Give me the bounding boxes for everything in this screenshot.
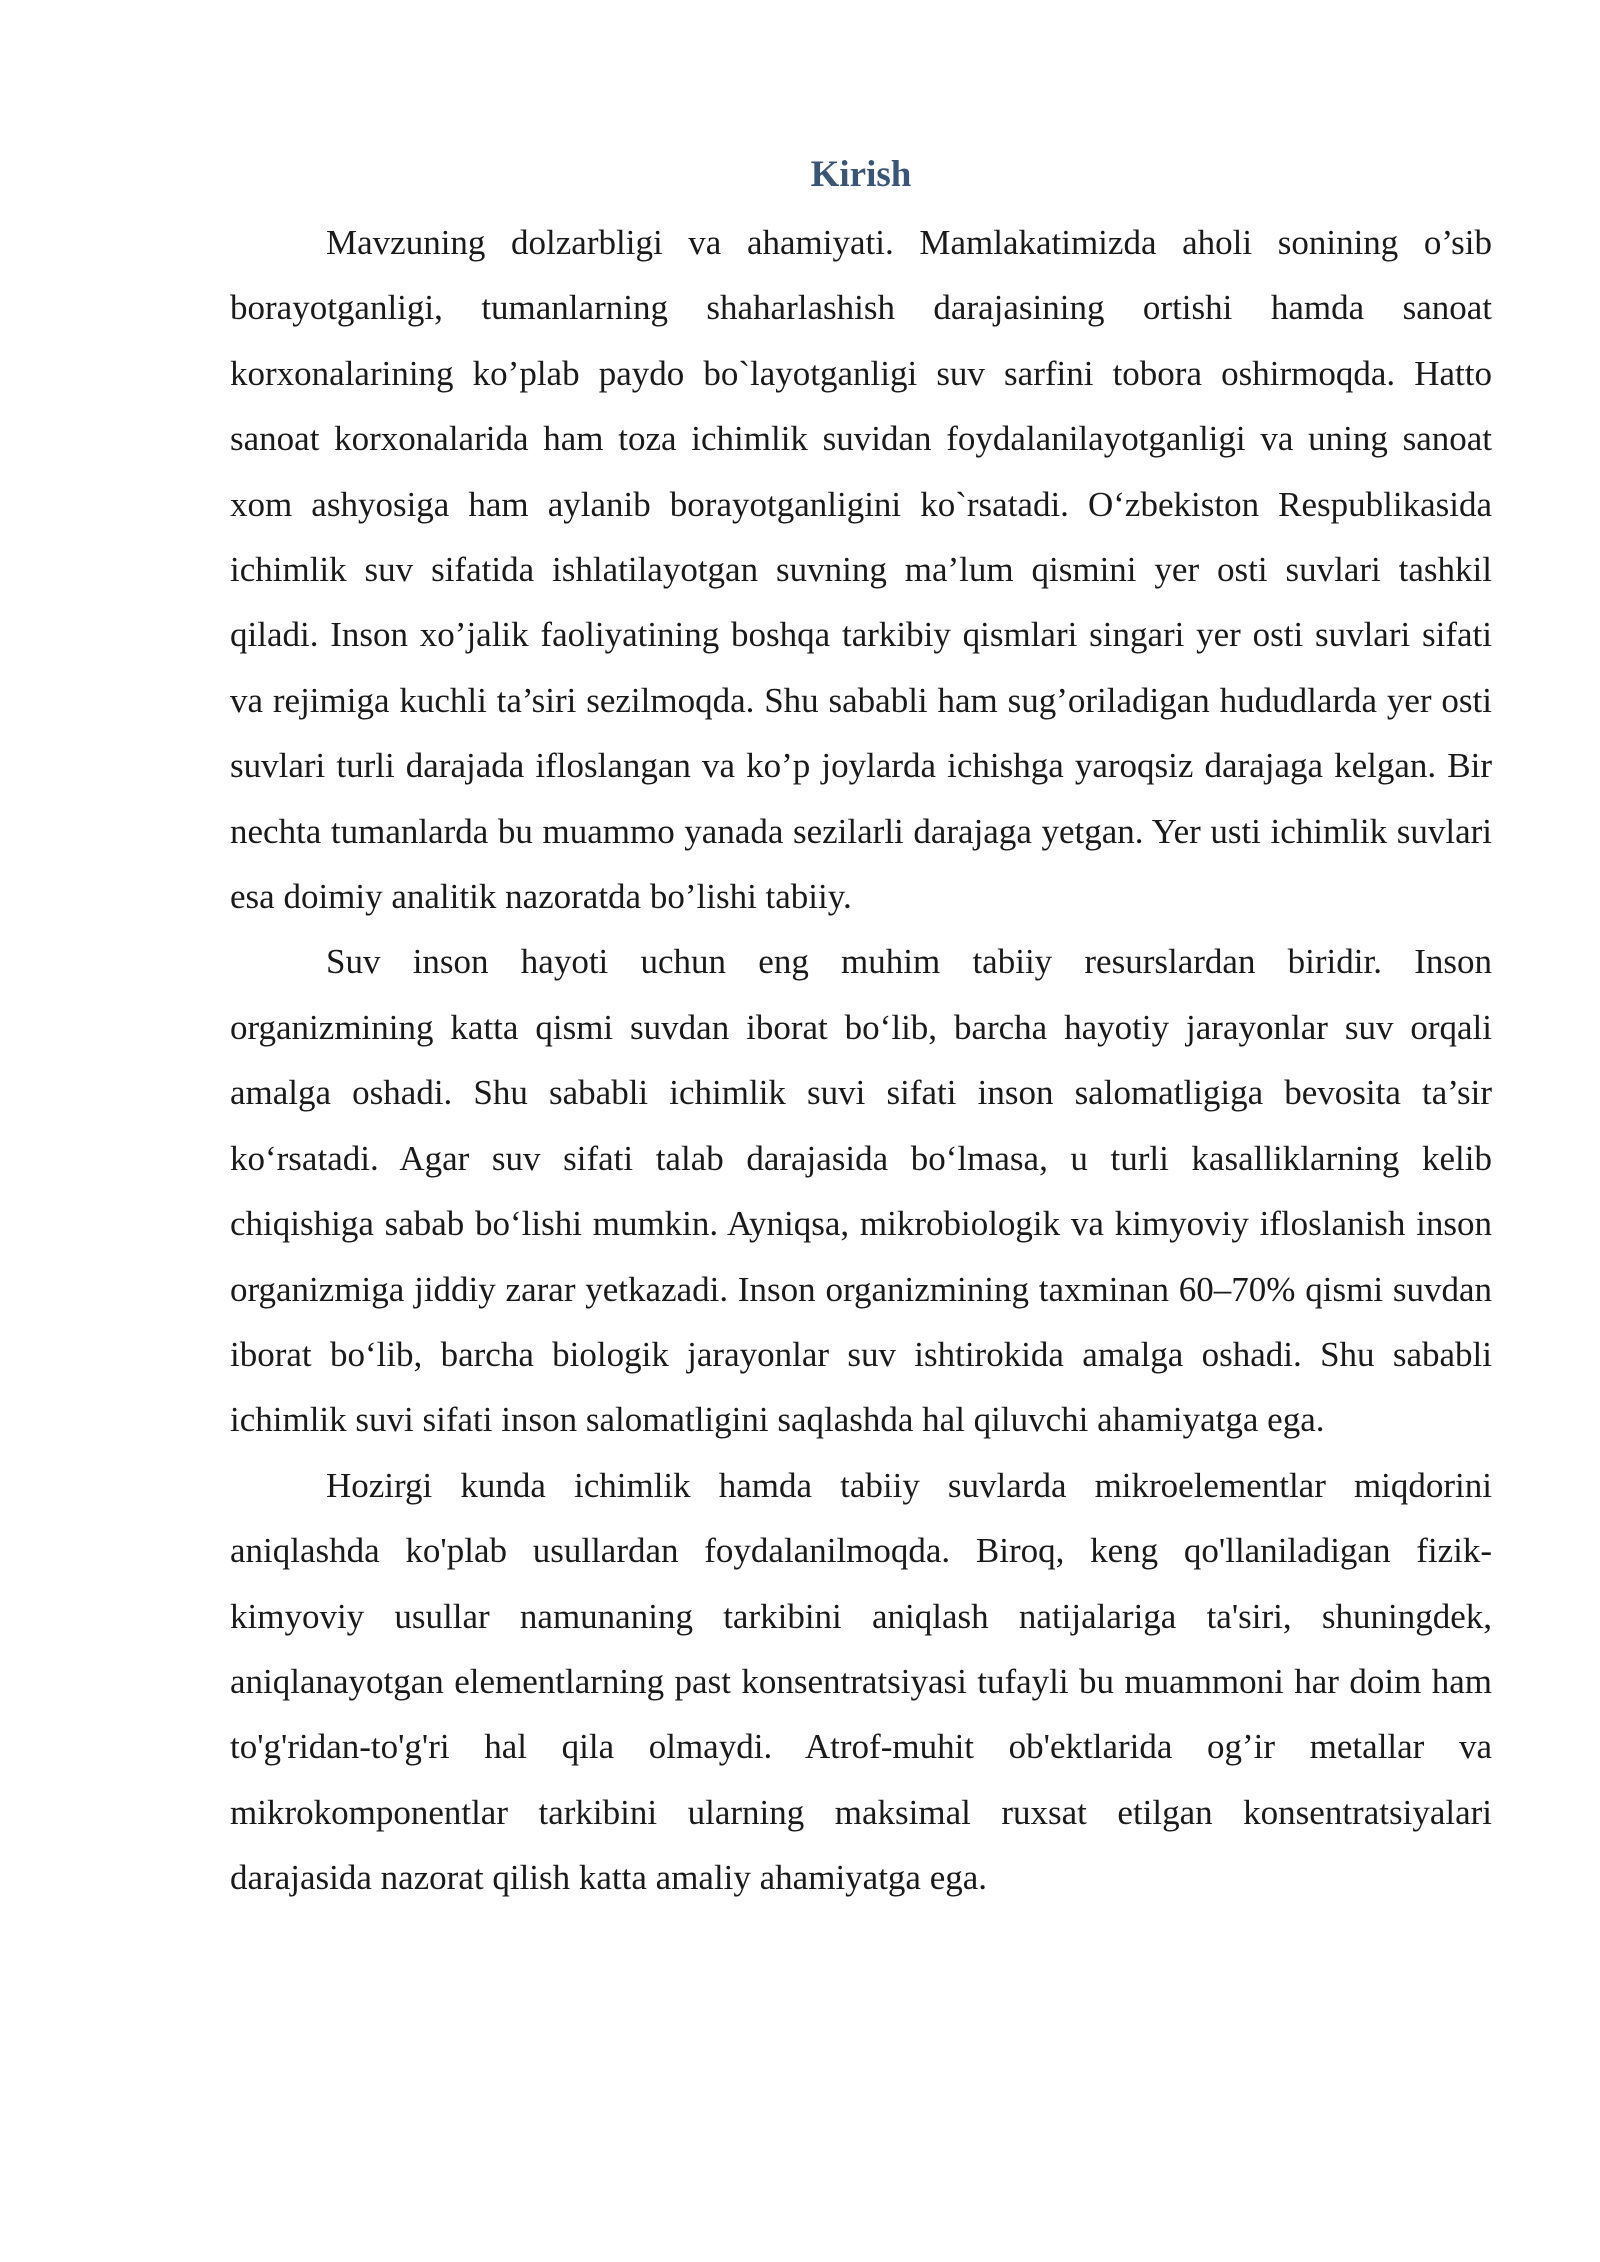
paragraph-relevance: Mavzuning dolzarbligi va ahamiyati. Mamlakatimizda aholi sonining o’sib borayotganligi, tumanlarning shaharlashish darajasining ortishi hamda sanoat korxonalarining ko’plab paydo bo`layotganligi suv sarfini tobora oshirmoqda. Hatto sanoat korxonalarida ham toza ichimlik suvidan foydalanilayotganligi va uning sanoat xom ashyosiga ham aylanib borayotganligini ko`rsatadi. O‘zbekiston Respublikasida ichimlik suv sifatida ishlatilayotgan suvning ma’lum qismini yer osti suvlari tashkil qiladi. Inson xo’jalik faoliyatining boshqa tarkibiy qismlari singari yer osti suvlari sifati va rejimiga kuchli ta’siri sezilmoqda. Shu sababli ham sug’oriladigan hududlarda yer osti suvlari turli darajada ifloslangan va ko’p joylarda ichishga yaroqsiz darajaga kelgan. Bir nechta tumanlarda bu muammo yanada sezilarli darajaga yetgan. Yer usti ichimlik suvlari esa doimiy analitik nazoratda bo’lishi tabiiy. [230,223,1492,917]
document-body [230,146,1492,1911]
section-title: Kirish [810,154,912,195]
paragraph-methods: Hozirgi kunda ichimlik hamda tabiiy suvlarda mikroelementlar miqdorini aniqlashda ko'plab usullardan foydalanilmoqda. Biroq, keng qo'llaniladigan fizik-kimyoviy usullar namunaning tarkibini aniqlash natijalariga ta'siri, shuningdek, aniqlanayotgan elementlarning past konsentratsiyasi tufayli bu muammoni har doim ham to'g'ridan-to'g'ri hal qila olmaydi. Atrof-muhit ob'ektlarida og’ir metallar va mikrokomponentlar tarkibini ularning maksimal ruxsat etilgan konsentratsiyalari darajasida nazorat qilish katta amaliy ahamiyatga ega. [230,1465,1492,1898]
paragraph-water-health: Suv inson hayoti uchun eng muhim tabiiy resurslardan biridir. Inson organizmining katta qismi suvdan iborat bo‘lib, barcha hayotiy jarayonlar suv orqali amalga oshadi. Shu sababli ichimlik suvi sifati inson salomatligiga bevosita ta’sir ko‘rsatadi. Agar suv sifati talab darajasida bo‘lmasa, u turli kasalliklarning kelib chiqishiga sabab bo‘lishi mumkin. Ayniqsa, mikrobiologik va kimyoviy ifloslanish inson organizmiga jiddiy zarar yetkazadi. Inson organizmining taxminan 60–70% qismi suvdan iborat bo‘lib, barcha biologik jarayonlar suv ishtirokida amalga oshadi. Shu sababli ichimlik suvi sifati inson salomatligini saqlashda hal qiluvchi ahamiyatga ega. [230,942,1492,1440]
